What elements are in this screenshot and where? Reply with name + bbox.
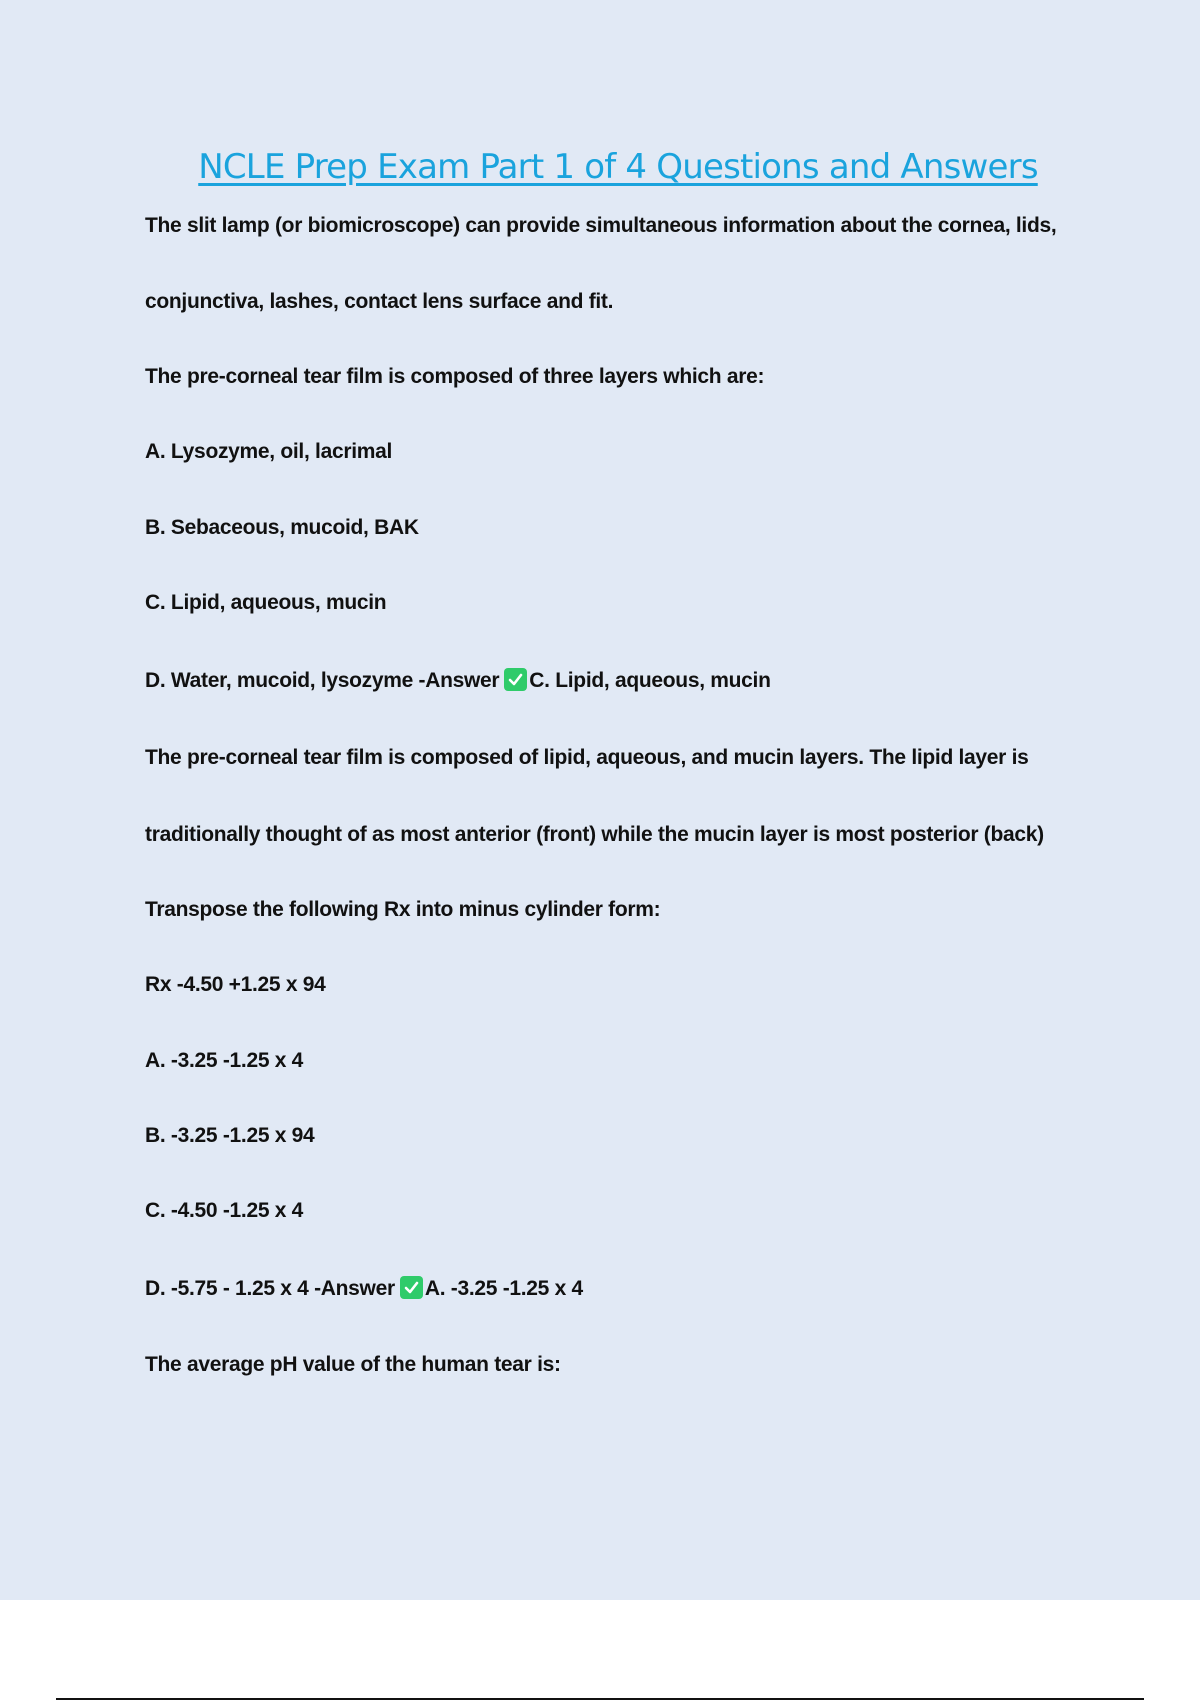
option-b: B. Sebaceous, mucoid, BAK xyxy=(145,516,419,539)
option-d-with-answer xyxy=(145,668,771,693)
option-d-with-answer xyxy=(145,1276,583,1301)
check-mark-icon xyxy=(400,1276,423,1299)
option-a: A. -3.25 -1.25 x 4 xyxy=(145,1049,304,1072)
question-text: The pre-corneal tear film is composed of three layers which are: xyxy=(145,365,765,388)
option-c: C. -4.50 -1.25 x 4 xyxy=(145,1199,304,1222)
option-c: C. Lipid, aqueous, mucin xyxy=(145,591,387,614)
document-title: NCLE Prep Exam Part 1 of 4 Questions and Answers xyxy=(198,147,1038,187)
check-mark-icon xyxy=(504,668,527,691)
option-b: B. -3.25 -1.25 x 94 xyxy=(145,1124,315,1147)
answer-text: C. Lipid, aqueous, mucin xyxy=(529,669,771,692)
answer-text: A. -3.25 -1.25 x 4 xyxy=(424,1277,583,1300)
prescription-text: Rx -4.50 +1.25 x 94 xyxy=(145,973,326,996)
question-text: The average pH value of the human tear is: xyxy=(145,1353,561,1376)
question-text: Transpose the following Rx into minus cylinder form: xyxy=(145,898,661,921)
explanation-text: The pre-corneal tear film is composed of lipid, aqueous, and mucin layers. The lipid layer is xyxy=(145,746,1029,769)
option-a: A. Lysozyme, oil, lacrimal xyxy=(145,440,393,463)
option-d-text: D. -5.75 - 1.25 x 4 -Answer xyxy=(145,1277,395,1300)
explanation-text: traditionally thought of as most anterior (front) while the mucin layer is most posterior (back) xyxy=(145,823,1044,846)
option-d-text: D. Water, mucoid, lysozyme -Answer xyxy=(145,669,500,692)
text-line: The slit lamp (or biomicroscope) can provide simultaneous information about the cornea, lids, xyxy=(145,214,1057,237)
text-line: conjunctiva, lashes, contact lens surface and fit. xyxy=(145,290,614,313)
